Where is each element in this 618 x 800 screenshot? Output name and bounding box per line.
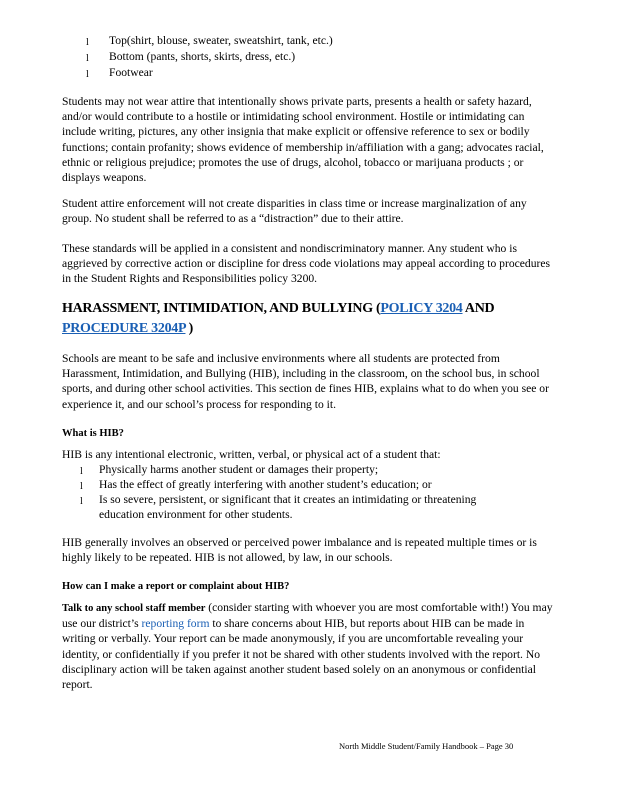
- section-heading: [62, 298, 494, 320]
- list-item: Bottom (pants, shorts, skirts, dress, etc.): [109, 50, 296, 63]
- bullet-marker: l: [86, 69, 89, 80]
- procedure-link[interactable]: PROCEDURE 3204P: [62, 321, 186, 336]
- subheading-how-to-report: How can I make a report or complaint about HIB?: [62, 581, 290, 592]
- bullet-marker: l: [86, 53, 89, 64]
- attire-paragraph: Students may not wear attire that intentionally shows private parts, presents a health or safety hazard, and/or would contribute to a hostile or intimidating school environment. Hostile or intimidating can include writing, pictures, any other insignia that make explicit or offensive reference to sex or bodily functions; contain profanity; shows evidence of membership in/affiliation with a gang; advocates racial, ethnic or religious prejudice; promotes the use of drugs, alcohol, tobacco or marijuana products ; or displays weapons.: [62, 95, 544, 185]
- report-text: (consider starting with whoever you are most comfortable with!): [205, 601, 509, 614]
- heading-text: ): [185, 321, 194, 336]
- list-item: Is so severe, persistent, or significant that it creates an intimidating or threatening: [99, 493, 477, 506]
- imbalance-paragraph: HIB generally involves an observed or perceived power imbalance and is repeated multiple times or is highly likely to be repeated. HIB is not allowed, by law, in our schools.: [62, 536, 537, 565]
- list-item: Top(shirt, blouse, sweater, sweatshirt, tank, etc.): [109, 34, 333, 47]
- heading-text: AND: [462, 301, 495, 316]
- bullet-marker: l: [86, 37, 89, 48]
- page-footer: North Middle Student/Family Handbook – Page 30: [339, 741, 514, 751]
- policy-link[interactable]: POLICY 3204: [380, 301, 463, 316]
- bullet-marker: l: [80, 481, 83, 492]
- report-bold-lead: Talk to any school staff member: [62, 603, 206, 614]
- hib-definition: HIB is any intentional electronic, written, verbal, or physical act of a student that:: [62, 448, 441, 461]
- enforcement-paragraph: Student attire enforcement will not create disparities in class time or increase marginalization of any group. No student shall be referred to as a “distraction” due to their attire.: [62, 197, 527, 226]
- heading-text: HARASSMENT, INTIMIDATION, AND BULLYING (: [62, 301, 381, 316]
- list-item: Has the effect of greatly interfering with another student’s education; or: [99, 478, 432, 491]
- schools-paragraph: Schools are meant to be safe and inclusive environments where all students are protected from Harassment, Intimidation, and Bullying (HIB), including in the classroom, on the school bus, in school sports, and during other school activities. This section de fines HIB, explains what to do when you see or experience it, and our school’s process for responding to it.: [62, 352, 549, 411]
- list-item-continuation: education environment for other students.: [99, 508, 293, 521]
- bullet-marker: l: [80, 496, 83, 507]
- list-item: Footwear: [109, 66, 153, 79]
- reporting-form-link[interactable]: reporting form: [141, 617, 210, 631]
- bullet-marker: l: [80, 466, 83, 477]
- section-heading-line2: [62, 318, 193, 340]
- report-paragraph: [62, 600, 554, 692]
- list-item: Physically harms another student or damages their property;: [99, 463, 379, 476]
- standards-paragraph: These standards will be applied in a consistent and nondiscriminatory manner. Any student who is aggrieved by corrective action or discipline for dress code violations may appeal according to procedures in the Student Rights and Responsibilities policy 3200.: [62, 242, 551, 286]
- report-text: to share concerns about HIB, but reports about HIB can be made in writing or verbally. Your report can be made anonymously, if you are uncomfortable revealing your identity, or confidentially if you prefer it not be shared with other students involved with the report. No disciplinary action will be taken against another student based solely on an anonymous or confidential report.: [62, 617, 541, 692]
- report-text: You may use our district’s: [62, 601, 553, 631]
- subheading-what-is-hib: What is HIB?: [62, 428, 124, 439]
